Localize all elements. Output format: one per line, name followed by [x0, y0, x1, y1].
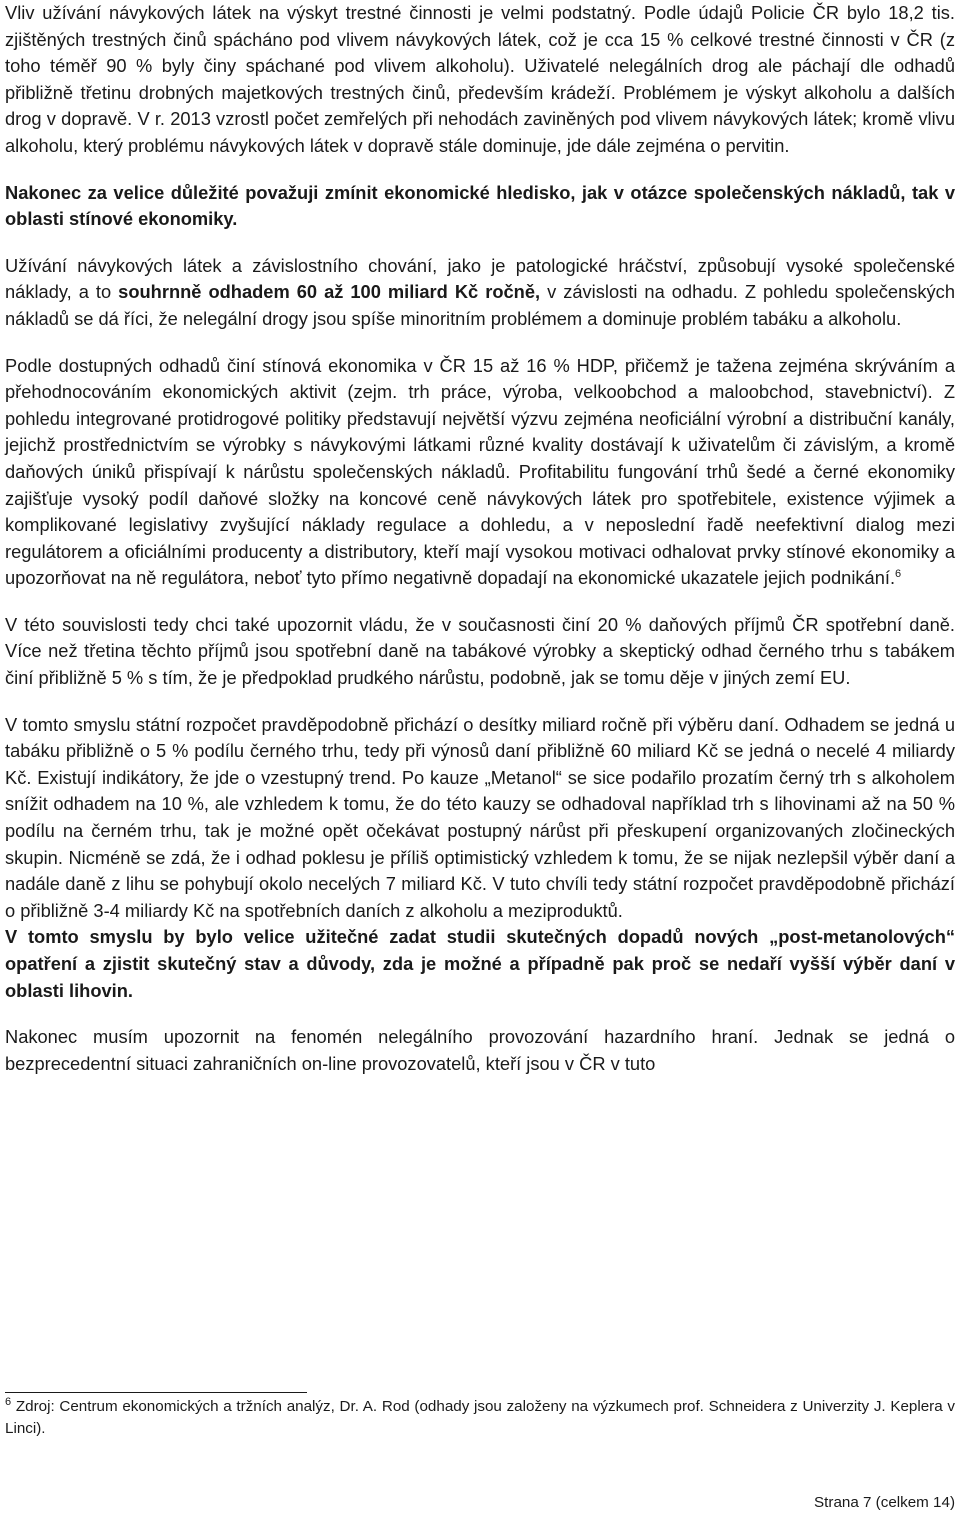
paragraph-gambling — [5, 1024, 955, 1077]
text-segment: Vliv užívání návykových látek na výskyt trestné činnosti je velmi podstatný. Podle údajů Policie ČR bylo 18,2 tis. zjištěných trestných činů spácháno pod vlivem návykových látek, což je cca 15 % celkové trestné činnosti v ČR (z toho téměř 90 % byly činy spáchané pod vlivem alkoholu). Uživatelé nelegálních drog ale páchají dle odhadů přibližně třetinu drobných majetkových trestných činů, především krádeží. Problémem je výskyt alkoholu a dalších drog v dopravě. V r. 2013 vzrostl počet zemřelých při nehodách zaviněných pod vlivem návykových látek; kromě vlivu alkoholu, který problému návykových látek v dopravě stále dominuje, jde dále zejména o pervitin. — [5, 2, 955, 156]
text-segment: v závislosti na odhadu. Z pohledu společenských nákladů se dá říci, že nelegální drogy jsou spíše minoritním problémem a dominuje problém tabáku a alkoholu. — [5, 281, 955, 329]
text-segment: V tomto smyslu státní rozpočet pravděpodobně přichází o desítky miliard ročně při výběru daní. Odhadem se jedná u tabáku přibližně o 5 % podílu černého trhu, tedy při výnosů daní přibližně 60 miliard Kč se jedná o necelé 4 miliardy Kč. Existují indikátory, že jde o vzestupný trend. Po kauze „Metanol“ se sice podařilo prozatím černý trh s alkoholem snížit odhadem na 10 %, ale vzhledem k tomu, že do této kauzy se odhadoval například trh s lihovinami až na 50 % podílu na černém trhu, tak je možné opět očekávat postupný nárůst při přeskupení organizovaných zločineckých skupin. Nicméně se zdá, že i odhad poklesu je příliš optimistický vzhledem k tomu, že se nijak nezlepšil výběr daní a nadále daně z lihu se pohybují okolo necelých 7 miliard Kč. V tuto chvíli tedy státní rozpočet pravděpodobně přichází o přibližně 3-4 miliardy Kč na spotřebních daních z alkoholu a meziproduktů. — [5, 713, 955, 921]
text-segment: Podle dostupných odhadů činí stínová ekonomika v ČR 15 až 16 % HDP, přičemž je tažena zejména skrýváním a přehodnocováním ekonomických aktivit (zejm. trh práce, výroba, velkoobchod a maloobchod, stavebnictví). Z pohledu integrované protidrogové politiky představují největší výzvu zejména neoficiální výrobní a distribuční kanály, jejichž prostřednictvím se výrobky s návykovými látkami různé kvality dostávají k uživatelům či závislým, a kromě daňových úniků přispívají k nárůstu společenských nákladů. Profitabilitu fungování trhů šedé a černé ekonomiky zajišťuje vysoký podíl daňové složky na koncové ceně návykových látek pro spotřebitele, existence výjimek a komplikované legislativy zvyšující náklady regulace a dohledu, a v neposlední řadě neefektivní dialog mezi regulátorem a oficiálními producenty a distributory, kteří mají vysokou motivaci odhalovat prvky stínové ekonomiky a upozorňovat na ně regulátora, neboť tyto přímo negativně dopadají na ekonomické ukazatele jejich podnikání. — [5, 354, 955, 589]
text-segment: V této souvislosti tedy chci také upozornit vládu, že v současnosti činí 20 % daňových příjmů ČR spotřební daně. Více než třetina těchto příjmů jsou spotřební daně na tabákové výrobky a skeptický odhad černého trhu s tabákem činí přibližně 5 % s tím, že je předpoklad prudkého nárůstu, podobně, jak se tomu děje v jiných zemí EU. — [5, 613, 955, 689]
bold-text: V tomto smyslu by bylo velice užitečné zadat studii skutečných dopadů nových „post-metanolových“ opatření a zjistit skutečný stav a důvody, zda je možné a případně pak proč se nedaří vyšší výběr daní v oblasti lihovin. — [5, 926, 955, 1001]
paragraph-social-costs — [5, 253, 955, 333]
bold-text: souhrnně odhadem 60 až 100 miliard Kč ročně, — [118, 281, 541, 303]
footnote-text: Zdroj: Centrum ekonomických a tržních analýz, Dr. A. Rod (odhady jsou založeny na výzkumech prof. Schneidera z Univerzity J. Keplera v Linci). — [5, 1398, 955, 1437]
body-text — [5, 0, 955, 1097]
text-segment: Užívání návykových látek a závislostního chování, jako je patologické hráčství, způsobují vysoké společenské náklady, a to — [5, 254, 955, 303]
paragraph-shadow-economy — [5, 353, 955, 592]
footnote — [5, 1396, 955, 1439]
footnote-number: 6 — [5, 1395, 12, 1408]
page-number: Strana 7 (celkem 14) — [814, 1494, 955, 1511]
paragraph-excise-tax — [5, 612, 955, 692]
paragraph-study-proposal — [5, 924, 955, 1004]
paragraph-economic-intro — [5, 180, 955, 233]
bold-text: Nakonec za velice důležité považuji zmínit ekonomické hledisko, jak v otázce společenských nákladů, tak v oblasti stínové ekonomiky. — [5, 181, 955, 230]
footnote-separator — [5, 1392, 307, 1393]
paragraph-state-budget — [5, 712, 955, 925]
footnote-reference: 6 — [895, 568, 902, 581]
text-segment: Nakonec musím upozornit na fenomén nelegálního provozování hazardního hraní. Jednak se jedná o bezprecedentní situaci zahraničních on-line provozovatelů, kteří jsou v ČR v tuto — [5, 1026, 955, 1074]
paragraph-crime — [5, 0, 955, 160]
